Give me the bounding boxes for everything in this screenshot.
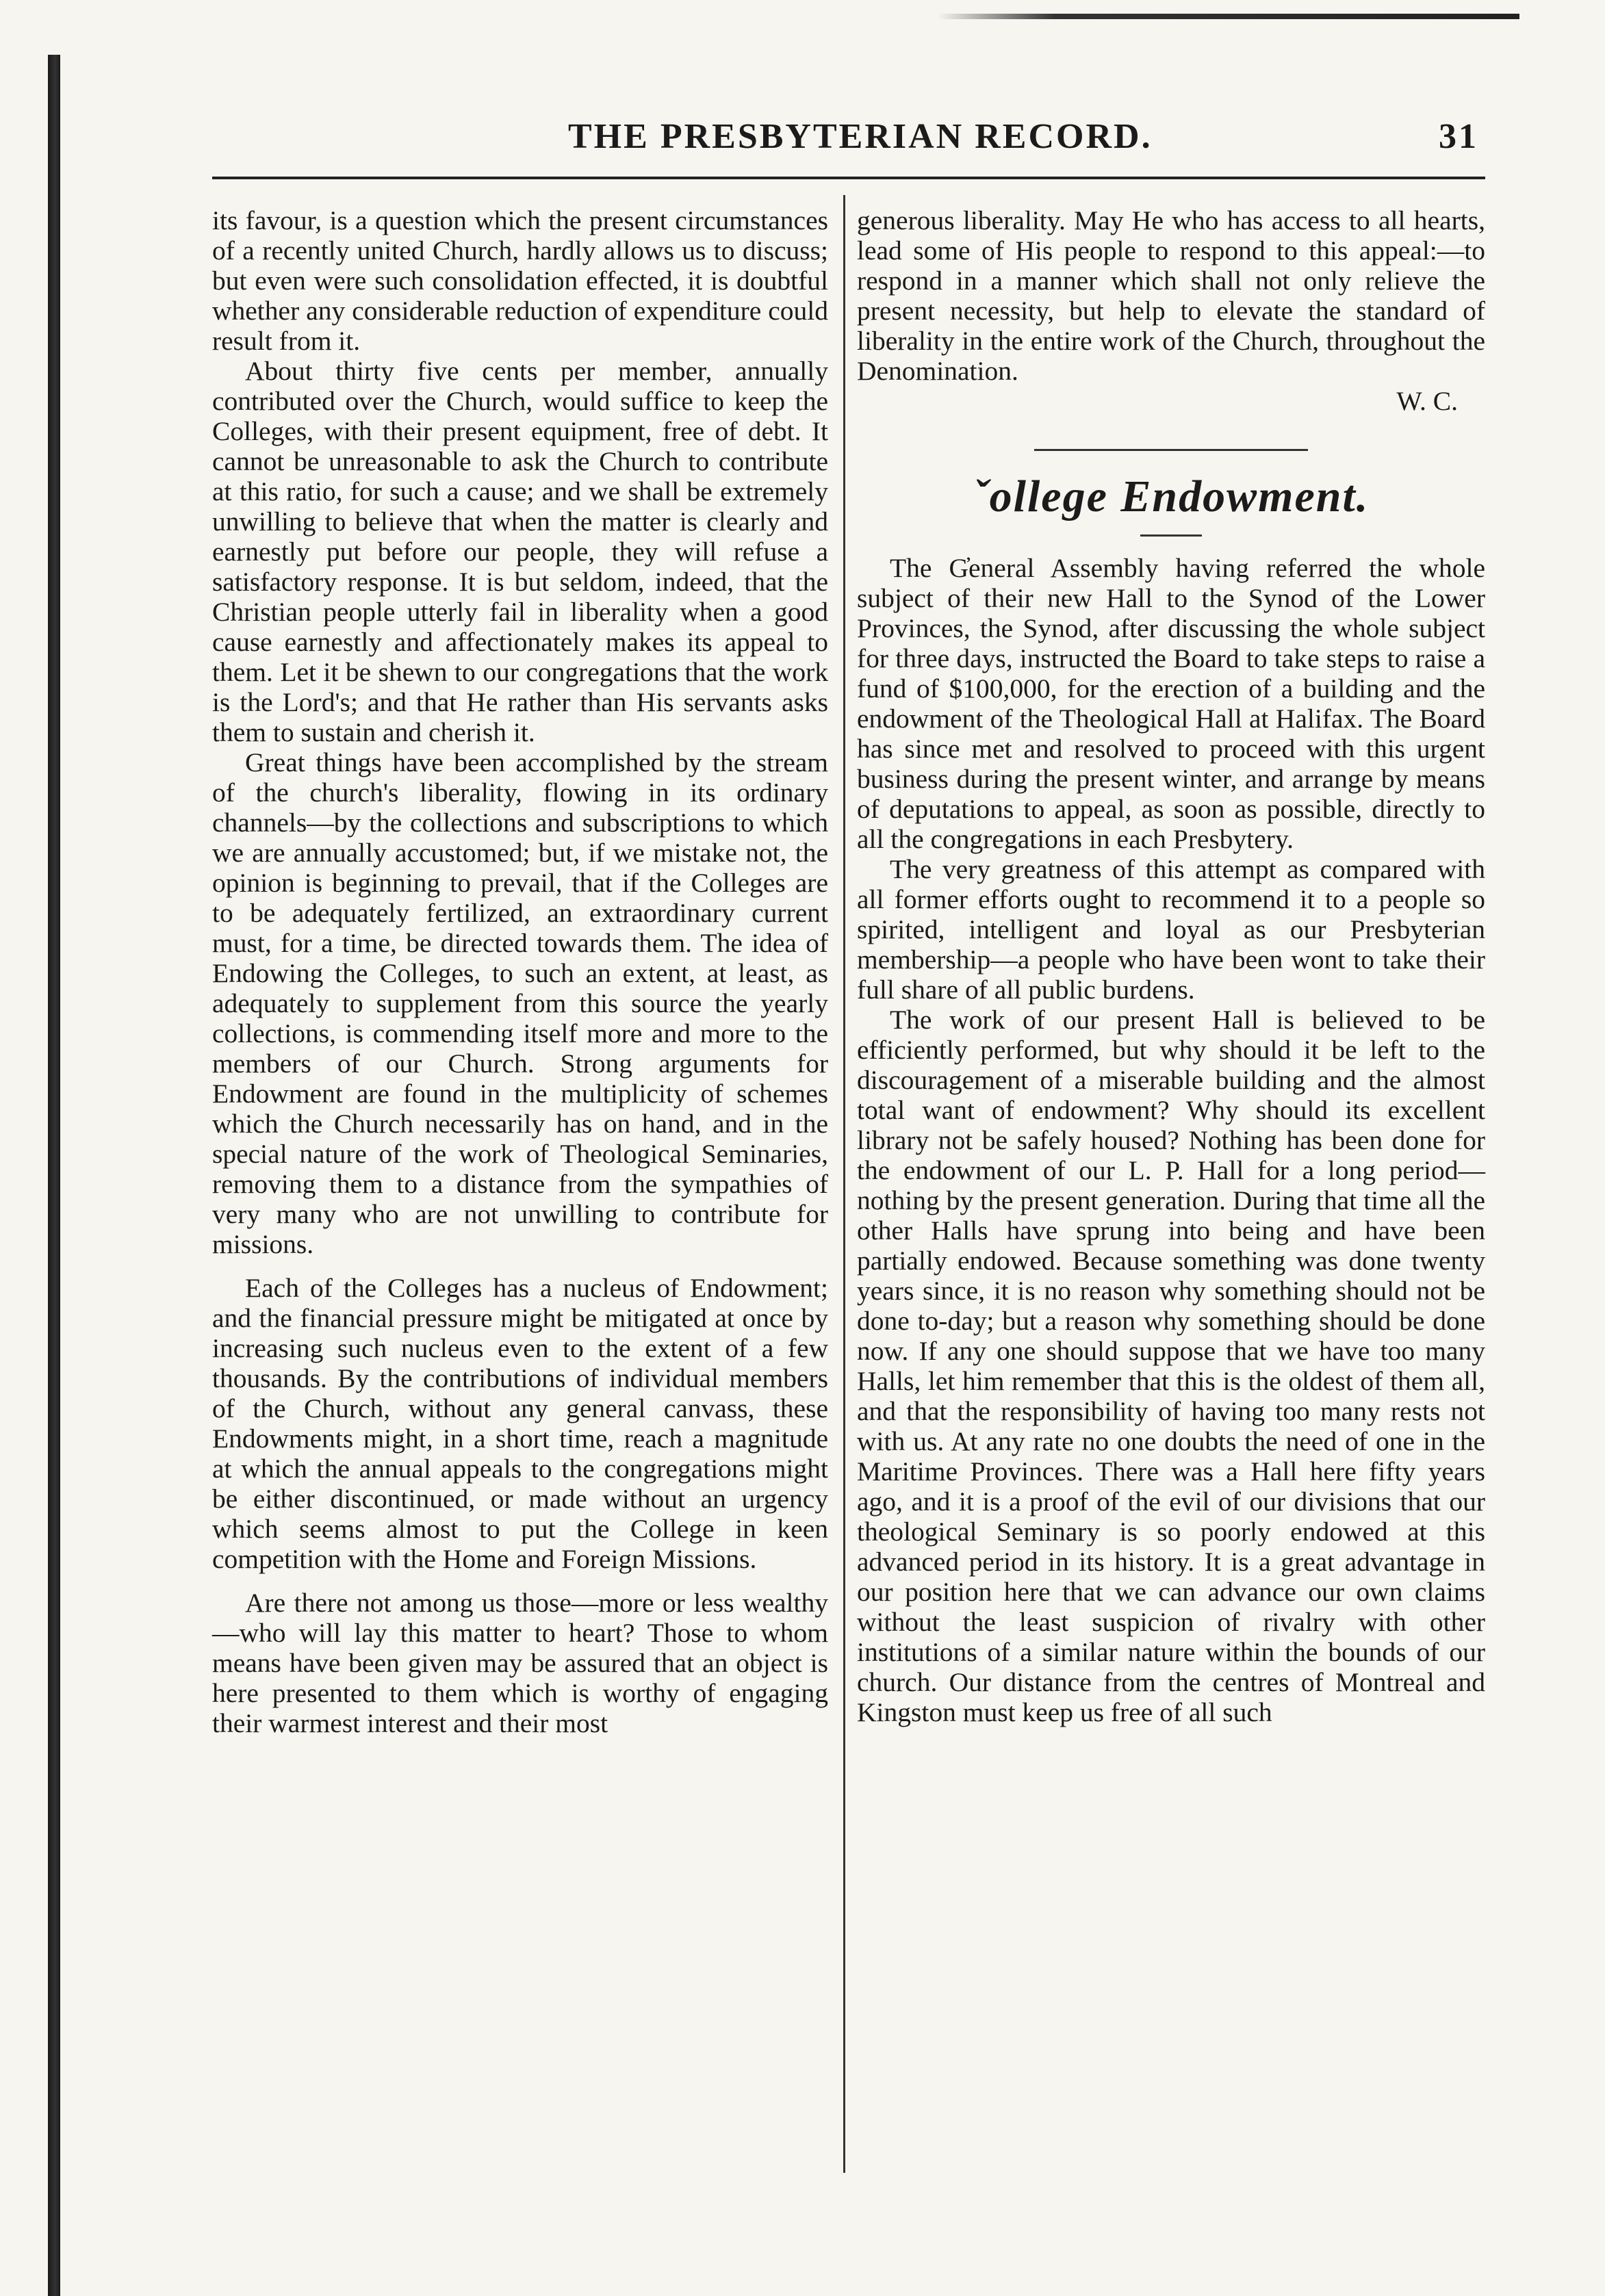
paragraph: The G̓eneral Assembly having referred the whole subject of their new Hall to the Synod of the Lower Provinces, the Synod, after discussing the whole subject for three days, instructed the Board to take steps to raise a fund of $100,000, for the erection of a building and the endowment of the Theological Hall at Halifax. The Board has since met and resolved to proceed with this urgent business during the present winter, and arrange by means of deputations to appeal, as soon as possible, directly to all the congregations in each Presbytery. [857,553,1485,854]
publication-title: THE PRESBYTERIAN RECORD. [568,117,1153,156]
signature: W. C. [1396,386,1458,416]
paragraph: Are there not among us those—more or less wealthy—who will lay this matter to heart? Those to whom means have been given may be assured that an object is here presented to them which is worthy of engaging their warmest interest and their most [212,1588,828,1738]
paragraph: Great things have been accomplished by the stream of the church's liberality, flowing in its ordinary channels—by the collections and subscriptions to which we are annually accustomed; but, if we mistake not, the opinion is beginning to prevail, that if the Colleges are to be adequately fertilized, an extraordinary current must, for a time, be directed towards them. The idea of Endowing the Colleges, to such an extent, at least, as adequately to supplement from this source the yearly collections, is commending itself more and more to the members of our Church. Strong arguments for Endowment are found in the multiplicity of schemes which the Church necessarily has on hand, and in the special nature of the work of Theological Seminaries, removing them to a distance from the sympathies of very many who are not unwilling to contribute for missions. [212,747,828,1259]
paragraph: About thirty five cents per member, annually contributed over the Church, would suffice to keep the Colleges, with their present equipment, free of debt. It cannot be unreasonable to ask the Church to contribute at this ratio, for such a cause; and we shall be extremely unwilling to believe that when the matter is clearly and earnestly put before our people, they will refuse a satisfactory response. It is but seldom, indeed, that the Christian people utterly fail in liberality when a good cause earnestly and affectionately makes its appeal to them. Let it be shewn to our congregations that the work is the Lord's; and that He rather than His servants asks them to sustain and cherish it. [212,356,828,747]
right-column [857,205,1485,1727]
page-header [212,116,1485,164]
header-rule [212,177,1485,179]
column-divider [843,195,845,2173]
paragraph: generous liberality. May He who has access to all hearts, lead some of His people to respond to this appeal:—to respond in a manner which shall not only relieve the present necessity, but help to elevate the standard of liberality in the entire work of the Church, throughout the Denomination. [857,205,1485,386]
section-rule [1034,449,1308,451]
binding-edge [48,55,60,2296]
top-ornament-rule [938,14,1519,19]
section-title: ˇollege Endowment. [973,472,1370,521]
section-rule-short [1140,534,1202,537]
paragraph: The work of our present Hall is believed to be efficiently performed, but why should it be left to the discouragement of a miserable building and the almost total want of endowment? Why should its excellent library not be safely housed? Nothing has been done for the endowment of our L. P. Hall for a long period—nothing by the present generation. During that time all the other Halls have sprung into being and have been partially endowed. Because something was done twenty years since, it is no reason why something should not be done to-day; but a reason why something should be done now. If any one should suppose that we have too many Halls, let him remember that this is the oldest of them all, and that the responsibility of having too many rests not with us. At any rate no one doubts the need of one in the Maritime Provinces. There was a Hall here fifty years ago, and it is a proof of the evil of our divisions that our theological Seminary is so poorly endowed at this advanced period in its history. It is a great advantage in our position here that we can advance our own claims without the least suspicion of rivalry with other institutions of a similar nature within the bounds of our church. Our distance from the centres of Montreal and Kingston must keep us free of all such [857,1005,1485,1727]
page-number: 31 [1439,117,1478,156]
paragraph: Each of the Colleges has a nucleus of Endowment; and the financial pressure might be mitigated at once by increasing such nucleus even to the extent of a few thousands. By the contributions of individual members of the Church, without any general canvass, these Endowments might, in a short time, reach a magnitude at which the annual appeals to the congregations might be either discontinued, or made without an urgency which seems almost to put the College in keen competition with the Home and Foreign Missions. [212,1273,828,1574]
paragraph: its favour, is a question which the present circumstances of a recently united Church, hardly allows us to discuss; but even were such consolidation effected, it is doubtful whether any considerable reduction of expenditure could result from it. [212,205,828,356]
paragraph: The very greatness of this attempt as compared with all former efforts ought to recommend it to a people so spirited, intelligent and loyal as our Presbyterian membership—a people who have been wont to take their full share of all public burdens. [857,854,1485,1005]
left-column [212,205,828,1738]
